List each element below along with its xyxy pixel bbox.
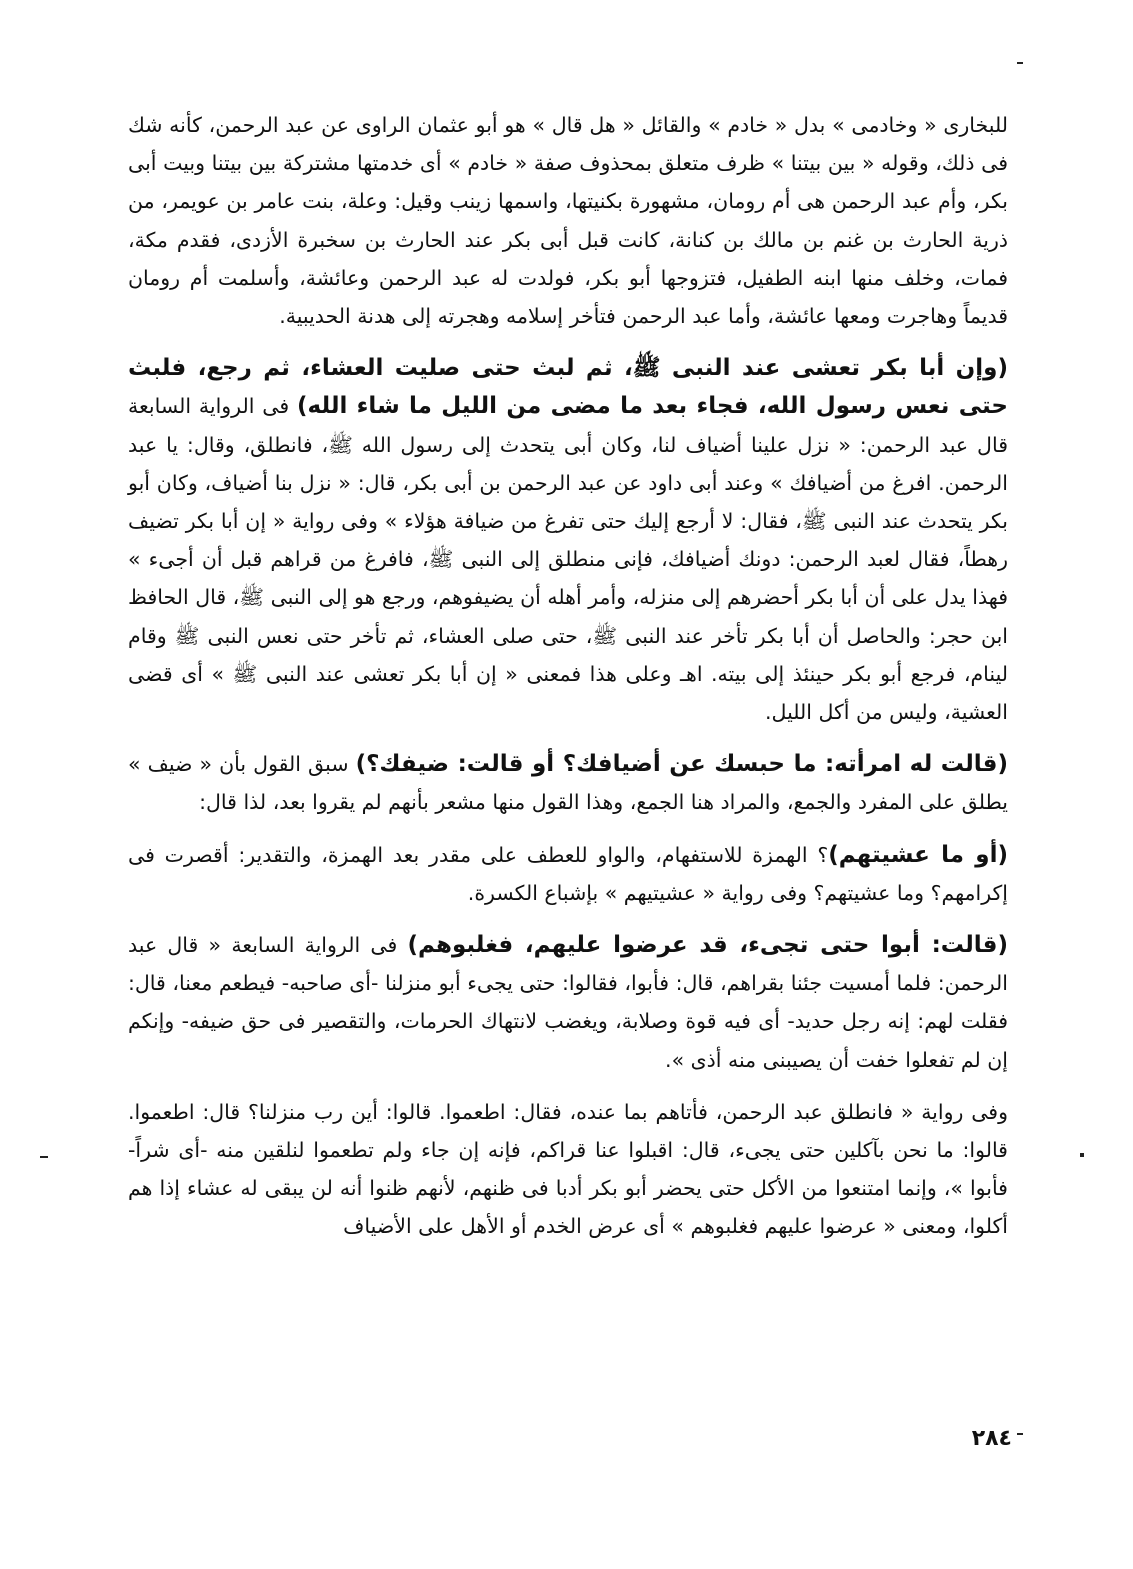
hadith-quote: (قالت له امرأته: ما حبسك عن أضيافك؟ أو قالت: ضيفك؟) bbox=[355, 751, 1008, 778]
paragraph-text: سبق القول بأن « ضيف » يطلق على المفرد والجمع، والمراد هنا الجمع، وهذا القول منها مشعر بأنهم لم يقروا بعد، لذا قال: bbox=[128, 752, 1008, 815]
scan-mark bbox=[1017, 1433, 1023, 1435]
hadith-quote: (أو ما عشيتهم) bbox=[828, 841, 1008, 868]
text-column bbox=[128, 106, 1008, 1246]
paragraph-text: للبخارى « وخادمى » بدل « خادم » والقائل « هل قال » هو أبو عثمان الراوى عن عبد الرحمن، كأنه شك فى ذلك، وقوله « بين بيتنا » ظرف متعلق بمحذوف صفة « خادم » أى خدمتها مشتركة بين بيتنا وبيت أبى بكر، وأم عبد الرحمن هى أم رومان، مشهورة بكنيتها، واسمها زينب وقيل: وعلة، بنت عامر بن عويمر، من ذرية الحارث بن غنم بن مالك بن كنانة، كانت قبل أبى بكر عند الحارث بن سخبرة الأزدى، فقدم مكة، فمات، وخلف منها ابنه الطفيل، فتزوجها أبو بكر، فولدت له عبد الرحمن وعائشة، وأسلمت أم رومان قديماً وهاجرت ومعها عائشة، وأما عبد الرحمن فتأخر إسلامه وهجرته إلى هدنة الحديبية. bbox=[128, 113, 1008, 329]
scan-mark bbox=[1017, 62, 1023, 64]
paragraph-they-refused bbox=[128, 926, 1008, 1079]
paragraph-did-you-not-feed-them bbox=[128, 836, 1008, 912]
paragraph-abu-bakr-dinner bbox=[128, 349, 1008, 731]
paragraph-text: فى الرواية السابعة قال عبد الرحمن: « نزل علينا أضياف لنا، وكان أبى يتحدث إلى رسول الله ﷺ، فانطلق، وقال: يا عبد الرحمن. افرغ من أضيافك » وعند أبى داود عن عبد الرحمن بن أبى بكر، قال: « نزل بنا أضياف، وكان أبو بكر يتحدث عند النبى ﷺ، فقال: لا أرجع إليك حتى تفرغ من ضيافة هؤلاء » وفى رواية « إن أبا بكر تضيف رهطاً، فقال لعبد الرحمن: دونك أضيافك، فإنى منطلق إلى النبى ﷺ، فافرغ من قراهم قبل أن أجىء » فهذا يدل على أن أبا بكر أحضرهم إلى منزله، وأمر أهله أن يضيفوهم، ورجع هو إلى النبى ﷺ، قال الحافظ ابن حجر: والحاصل أن أبا بكر تأخر عند النبى ﷺ، حتى صلى العشاء، ثم تأخر حتى نعس النبى ﷺ وقام لينام، فرجع أبو بكر حينئذ إلى بيته. اهـ وعلى هذا فمعنى « إن أبا بكر تعشى عند النبى ﷺ » أى قضى العشية، وليس من أكل الليل. bbox=[128, 394, 1008, 725]
paragraph-another-narration bbox=[128, 1093, 1008, 1246]
hadith-quote: (وإن أبا بكر تعشى عند النبى ﷺ، ثم لبث حتى صليت العشاء، ثم رجع، فلبث حتى نعس رسول الله، فجاء بعد ما مضى من الليل ما شاء الله) bbox=[128, 355, 1008, 420]
paragraph-text: ؟ الهمزة للاستفهام، والواو للعطف على مقدر بعد الهمزة، والتقدير: أقصرت فى إكرامهم؟ وما عشيتهم؟ وفى رواية « عشيتيهم » بإشباع الكسرة. bbox=[128, 842, 1008, 905]
hadith-quote: (قالت: أبوا حتى تجىء، قد عرضوا عليهم، فغلبوهم) bbox=[407, 932, 1008, 959]
paragraph-umm-ruman bbox=[128, 106, 1008, 335]
paragraph-text: فى الرواية السابعة « قال عبد الرحمن: فلما أمسيت جئنا بقراهم، قال: فأبوا، فقالوا: حتى يجىء أبو منزلنا -أى صاحبه- فيطعم معنا، قال: فقلت لهم: إنه رجل حديد- أى فيه قوة وصلابة، ويغضب لانتهاك الحرمات، والتقصير فى حق ضيفه- وإنكم إن لم تفعلوا خفت أن يصيبنى منه أذى ». bbox=[128, 933, 1008, 1072]
paragraph-text: وفى رواية « فانطلق عبد الرحمن، فأتاهم بما عنده، فقال: اطعموا. قالوا: أين رب منزلنا؟ قال: اطعموا. قالوا: ما نحن بآكلين حتى يجىء، قال: اقبلوا عنا قراكم، فإنه إن جاء ولم تطعموا لنلقين منه -أى شراً- فأبوا »، وإنما امتنعوا من الأكل حتى يحضر أبو بكر أدبا فى ظنهم، لأنهم ظنوا أنه لن يبقى له عشاء إذا هم أكلوا، ومعنى « عرضوا عليهم فغلبوهم » أى عرض الخدم أو الأهل على الأضياف bbox=[128, 1099, 1008, 1239]
page-number: ٢٨٤ bbox=[971, 1426, 1012, 1451]
scan-mark bbox=[40, 1156, 48, 1158]
scan-mark bbox=[1080, 1153, 1084, 1157]
paragraph-his-wife-said bbox=[128, 745, 1008, 821]
